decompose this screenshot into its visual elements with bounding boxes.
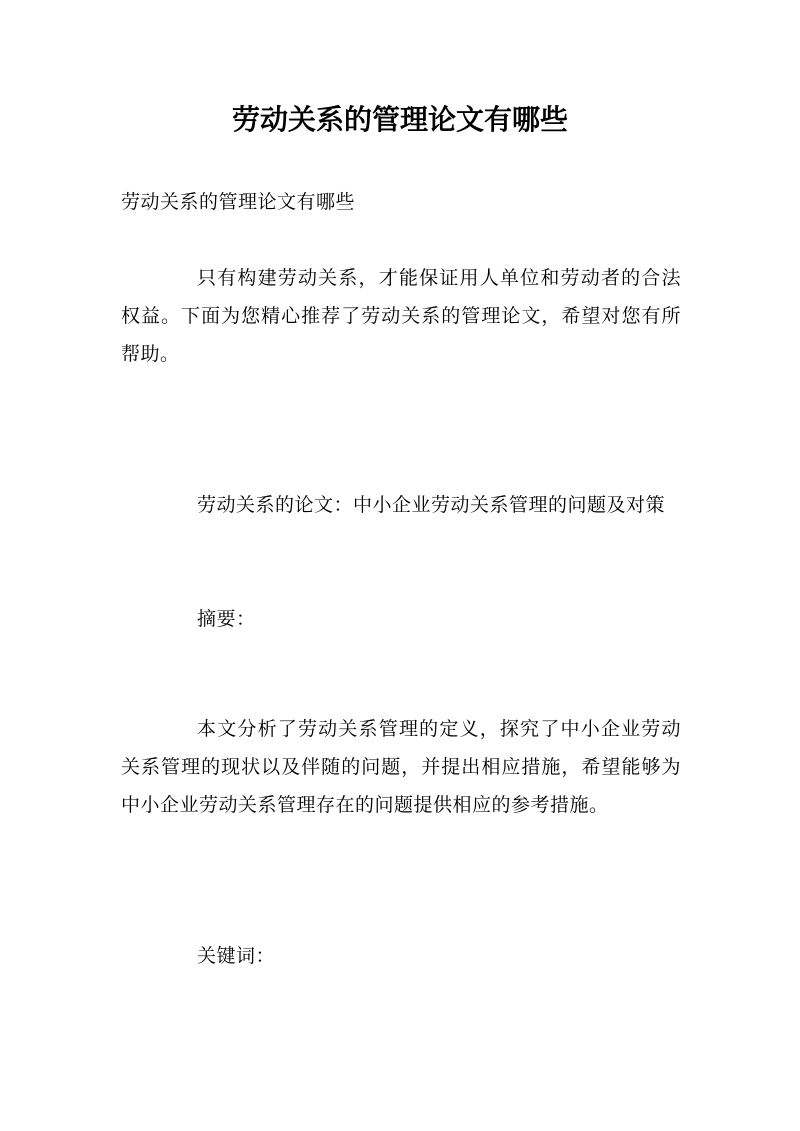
- document-subtitle: 劳动关系的管理论文有哪些: [121, 191, 356, 213]
- paper-heading: 劳动关系的论文：中小企业劳动关系管理的问题及对策: [197, 494, 666, 516]
- keywords-label: 关键词：: [197, 945, 276, 967]
- intro-paragraph: 只有构建劳动关系，才能保证用人单位和劳动者的合法权益。下面为您精心推荐了劳动关系的管理论文，希望对您有所帮助。: [121, 267, 681, 365]
- document-title: 劳动关系的管理论文有哪些: [231, 103, 568, 136]
- abstract-paragraph: 本文分析了劳动关系管理的定义，探究了中小企业劳动关系管理的现状以及伴随的问题，并提出相应措施，希望能够为中小企业劳动关系管理存在的问题提供相应的参考措施。: [121, 718, 681, 816]
- abstract-label: 摘要：: [197, 608, 256, 630]
